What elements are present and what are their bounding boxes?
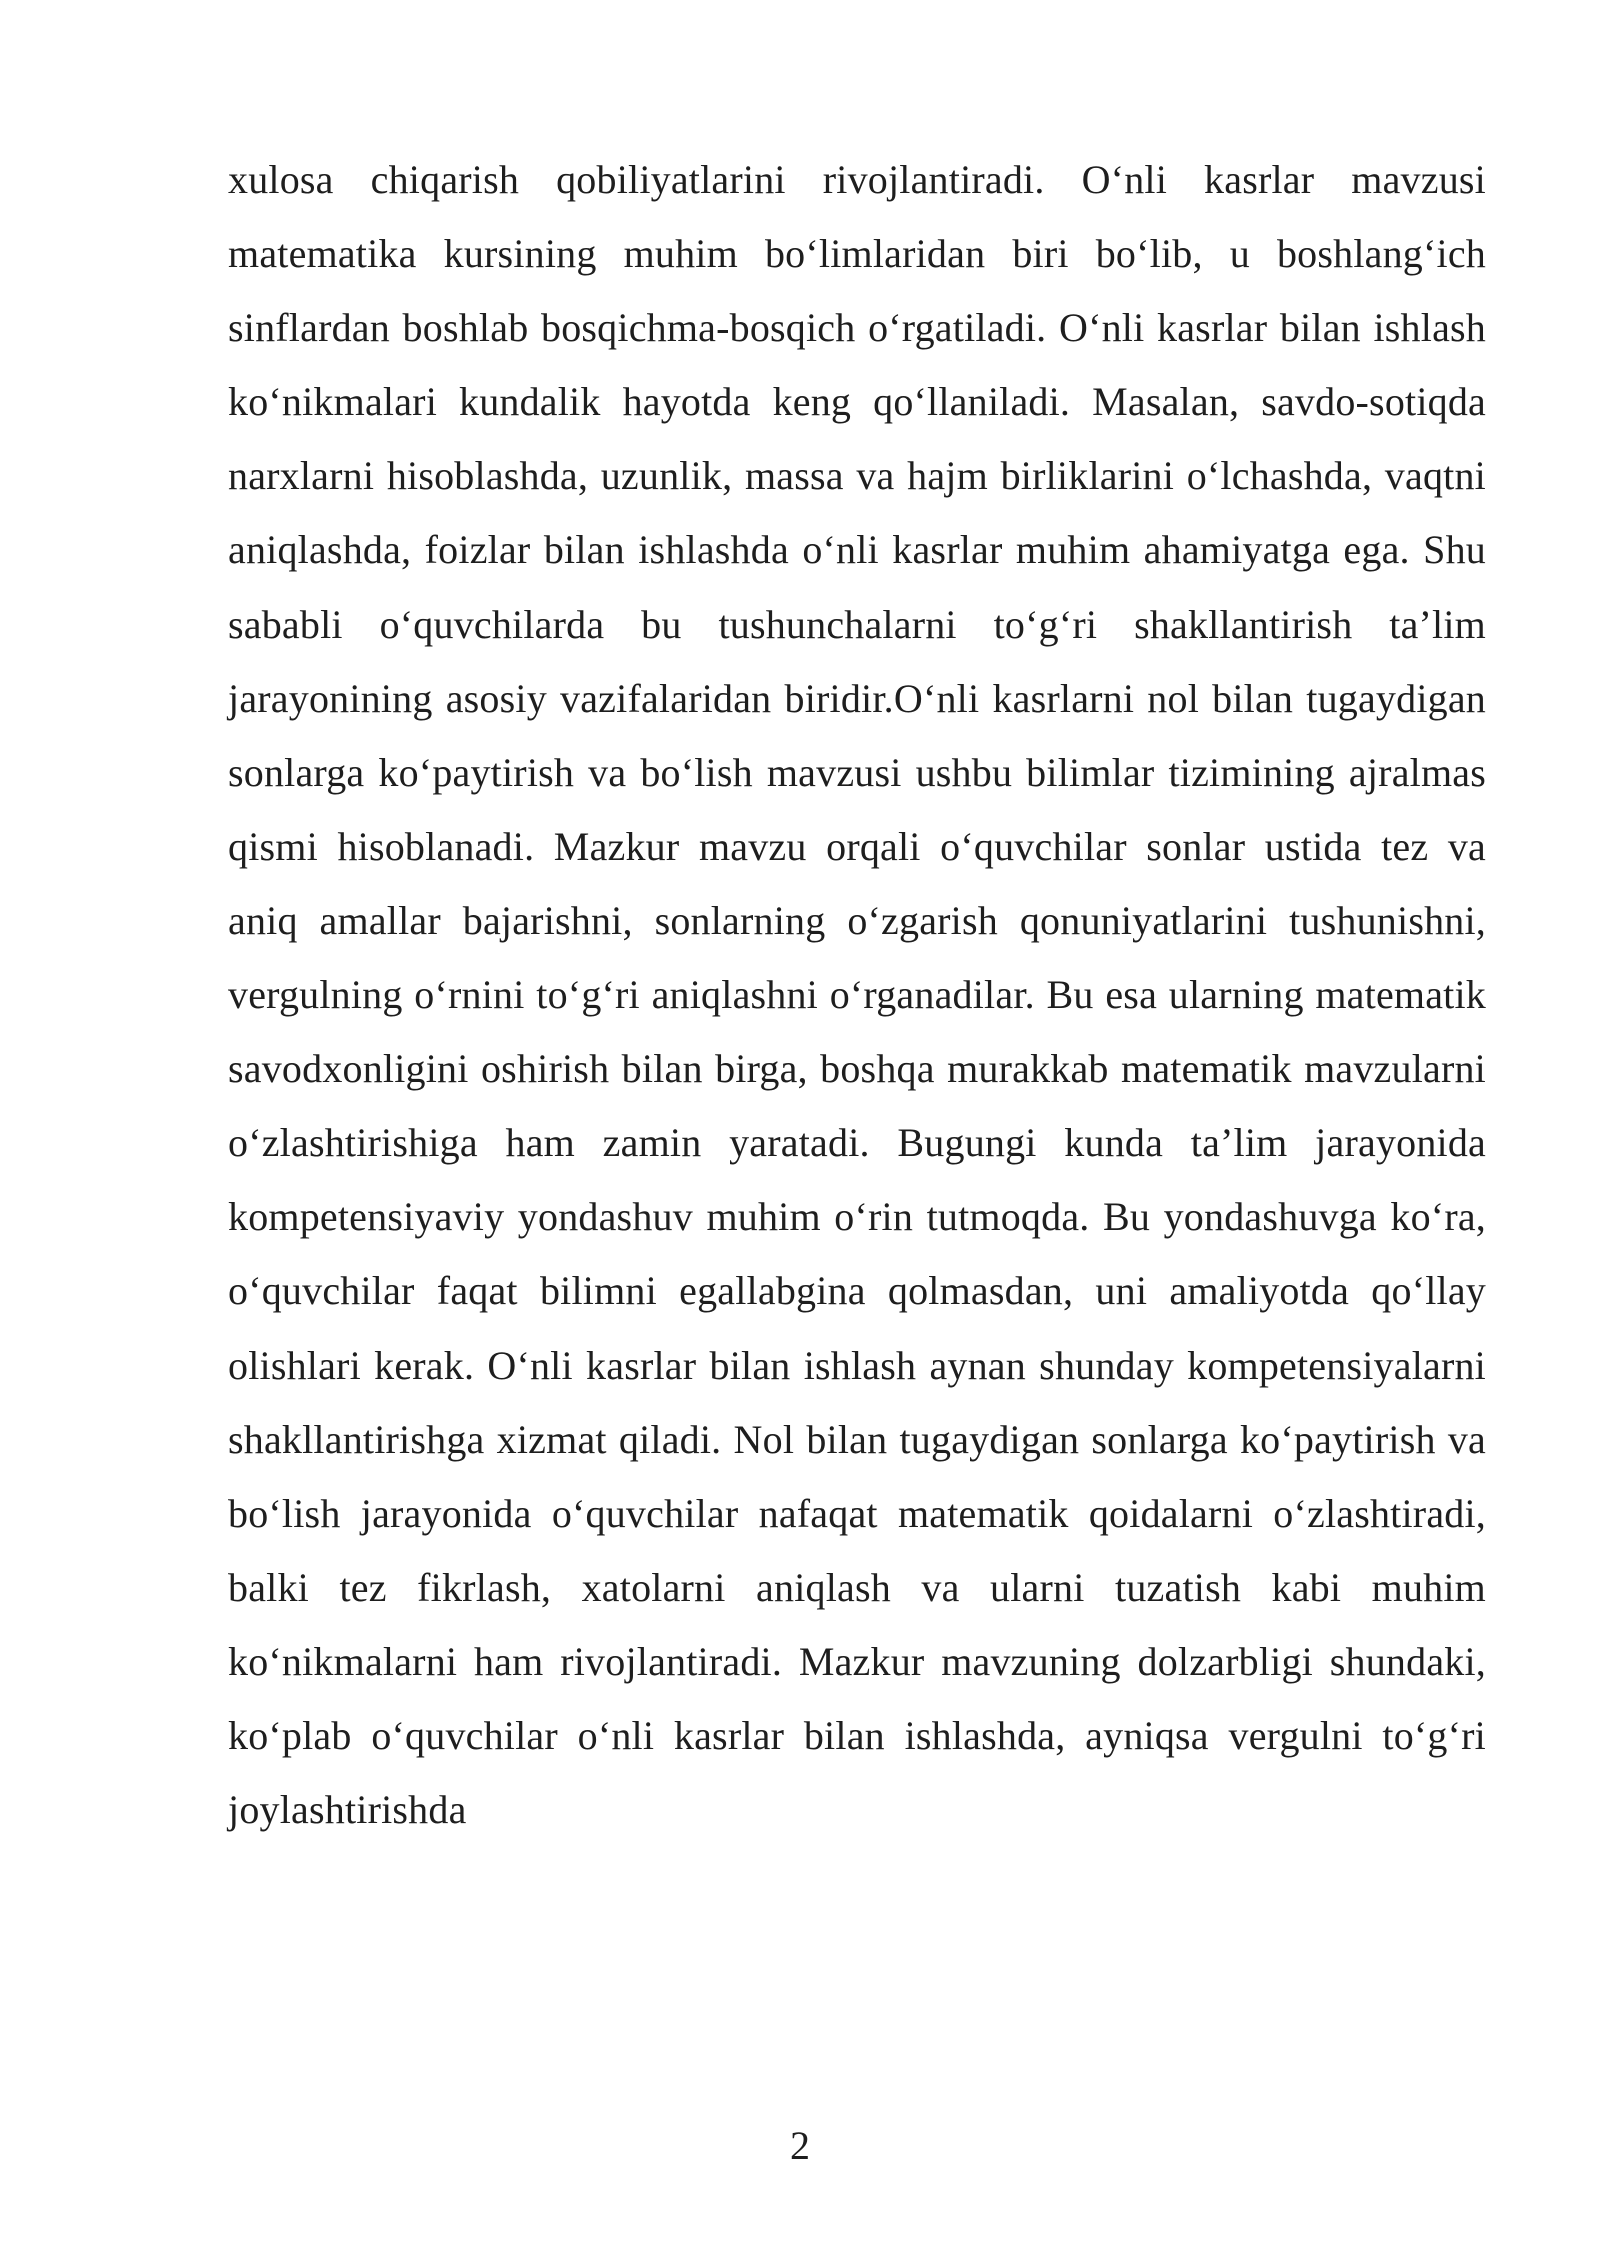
page-number: 2	[790, 2123, 810, 2168]
body-paragraph: xulosa chiqarish qobiliyatlarini rivojlantiradi. O‘nli kasrlar mavzusi matematika kursining muhim bo‘limlaridan biri bo‘lib, u boshlang‘ich sinflardan boshlab bosqichma-bosqich o‘rgatiladi. O‘nli kasrlar bilan ishlash ko‘nikmalari kundalik hayotda keng qo‘llaniladi. Masalan, savdo-sotiqda narxlarni hisoblashda, uzunlik, massa va hajm birliklarini o‘lchashda, vaqtni aniqlashda, foizlar bilan ishlashda o‘nli kasrlar muhim ahamiyatga ega. Shu sababli o‘quvchilarda bu tushunchalarni to‘g‘ri shakllantirish ta’lim jarayonining asosiy vazifalaridan biridir.O‘nli kasrlarni nol bilan tugaydigan sonlarga ko‘paytirish va bo‘lish mavzusi ushbu bilimlar tizimining ajralmas qismi hisoblanadi. Mazkur mavzu orqali o‘quvchilar sonlar ustida tez va aniq amallar bajarishni, sonlarning o‘zgarish qonuniyatlarini tushunishni, vergulning o‘rnini to‘g‘ri aniqlashni o‘rganadilar. Bu esa ularning matematik savodxonligini oshirish bilan birga, boshqa murakkab matematik mavzularni o‘zlashtirishiga ham zamin yaratadi. Bugungi kunda ta’lim jarayonida kompetensiyaviy yondashuv muhim o‘rin tutmoqda. Bu yondashuvga ko‘ra, o‘quvchilar faqat bilimni egallabgina qolmasdan, uni amaliyotda qo‘llay olishlari kerak. O‘nli kasrlar bilan ishlash aynan shunday kompetensiyalarni shakllantirishga xizmat qiladi. Nol bilan tugaydigan sonlarga ko‘paytirish va bo‘lish jarayonida o‘quvchilar nafaqat matematik qoidalarni o‘zlashtiradi, balki tez fikrlash, xatolarni aniqlash va ularni tuzatish kabi muhim ko‘nikmalarni ham rivojlantiradi. Mazkur mavzuning dolzarbligi shundaki, ko‘plab o‘quvchilar o‘nli kasrlar bilan ishlashda, ayniqsa vergulni to‘g‘ri joylashtirishda	[228, 157, 1486, 1833]
